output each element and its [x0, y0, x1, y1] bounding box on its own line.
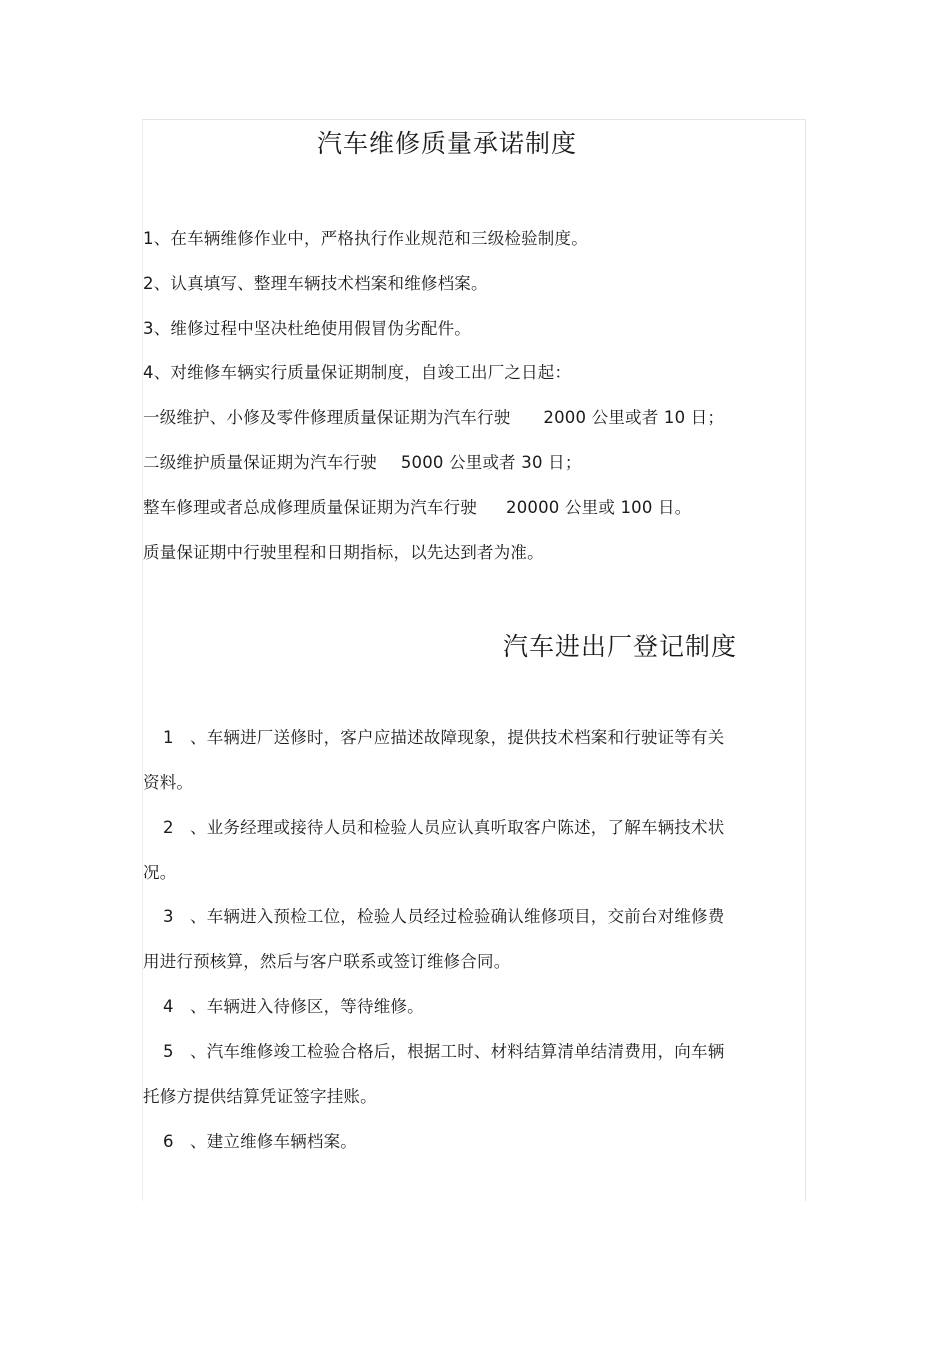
list-item-text: 、汽车维修竣工检验合格后，根据工时、材料结算清单结清费用，向车辆 [190, 1042, 725, 1061]
list-item-number: 4 [163, 997, 174, 1016]
warranty-line-1 [143, 404, 724, 428]
warranty-line-2 [143, 449, 582, 473]
list-item-number: 1 [163, 728, 174, 747]
list-item-3-cont: 用进行预核算，然后与客户联系或签订维修合同。 [143, 952, 511, 971]
list-item-4 [143, 993, 424, 1017]
list-item-text: 、车辆进厂送修时，客户应描述故障现象，提供技术档案和行驶证等有关 [190, 728, 725, 747]
list-item-1-cont: 资料。 [143, 773, 194, 792]
list-item-2 [143, 814, 724, 838]
list-item-number: 5 [163, 1042, 174, 1061]
rule-line-2: 2、认真填写、整理车辆技术档案和维修档案。 [143, 274, 488, 293]
rule-line-1: 1、在车辆维修作业中，严格执行作业规范和三级检验制度。 [143, 229, 588, 248]
section2-title: 汽车进出厂登记制度 [503, 632, 738, 661]
warranty-line-3 [143, 494, 691, 518]
list-item-6 [143, 1128, 357, 1152]
list-item-2-cont: 况。 [143, 863, 177, 882]
list-item-text: 、业务经理或接待人员和检验人员应认真听取客户陈述，了解车辆技术状 [190, 818, 725, 837]
list-item-text: 、车辆进入预检工位，检验人员经过检验确认维修项目，交前台对维修费 [190, 907, 725, 926]
list-item-3 [143, 903, 724, 927]
rule-line-3: 3、维修过程中坚决杜绝使用假冒伪劣配件。 [143, 319, 471, 338]
warranty-text: 一级维护、小修及零件修理质量保证期为汽车行驶 [143, 408, 511, 427]
warranty-closing: 质量保证期中行驶里程和日期指标，以先达到者为准。 [143, 543, 544, 562]
rule-line-4: 4、对维修车辆实行质量保证期制度，自竣工出厂之日起： [143, 363, 572, 382]
warranty-value: 2000 公里或者 10 日； [543, 408, 725, 427]
list-item-number: 3 [163, 907, 174, 926]
warranty-value: 20000 公里或 100 日。 [506, 498, 692, 517]
list-item-5-cont: 托修方提供结算凭证签字挂账。 [143, 1087, 377, 1106]
list-item-number: 2 [163, 818, 174, 837]
warranty-text: 二级维护质量保证期为汽车行驶 [143, 453, 377, 472]
list-item-1 [143, 724, 724, 748]
list-item-5 [143, 1038, 724, 1062]
warranty-text: 整车修理或者总成修理质量保证期为汽车行驶 [143, 498, 477, 517]
section1-title: 汽车维修质量承诺制度 [317, 129, 578, 158]
list-item-text: 、建立维修车辆档案。 [190, 1132, 357, 1151]
list-item-number: 6 [163, 1132, 174, 1151]
list-item-text: 、车辆进入待修区，等待维修。 [190, 997, 424, 1016]
warranty-value: 5000 公里或者 30 日； [400, 453, 582, 472]
